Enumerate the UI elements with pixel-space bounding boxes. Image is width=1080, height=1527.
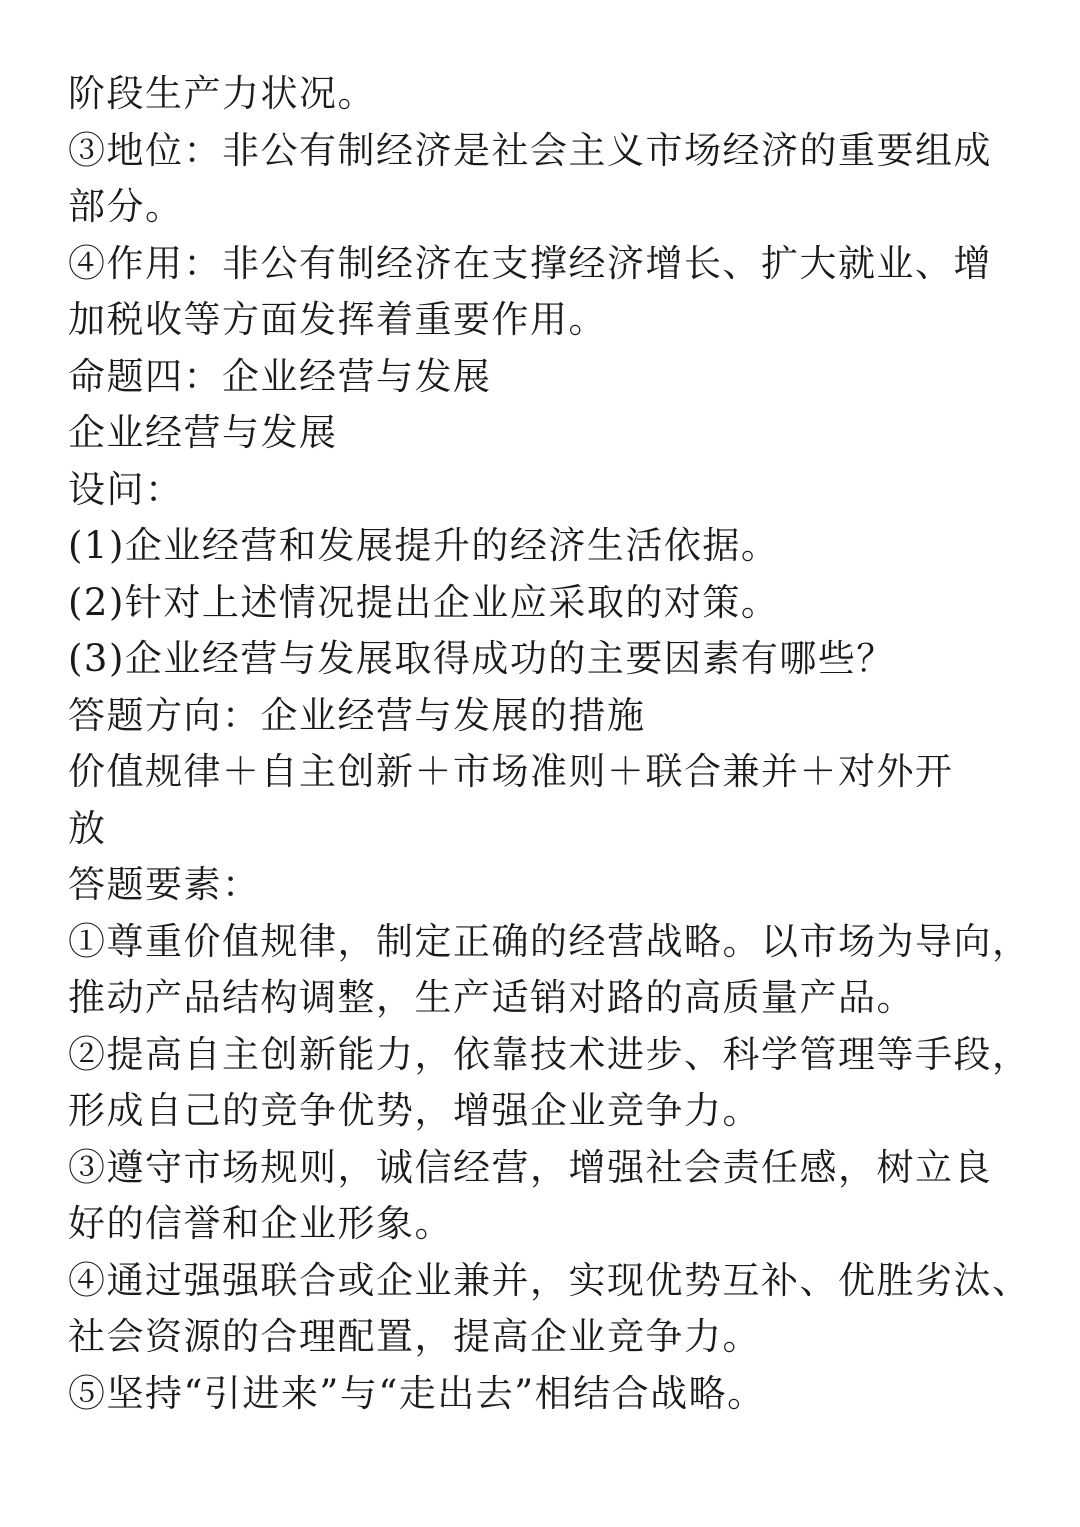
text-line: 价值规律＋自主创新＋市场准则＋联合兼并＋对外开 — [68, 750, 954, 793]
text-line: 形成自己的竞争优势，增强企业竞争力。 — [68, 1089, 761, 1132]
document-body — [68, 66, 1031, 1422]
question-label: 设问： — [68, 467, 184, 511]
text-line: 社会资源的合理配置，提高企业竞争力。 — [68, 1315, 761, 1358]
question-item: (2)针对上述情况提出企业应采取的对策。 — [68, 580, 780, 624]
text-line: 阶段生产力状况。 — [68, 72, 376, 115]
text-line: 加税收等方面发挥着重要作用。 — [68, 298, 607, 341]
answer-item: ②提高自主创新能力，依靠技术进步、科学管理等手段， — [68, 1032, 1031, 1076]
subsection-heading: 企业经营与发展 — [68, 411, 338, 454]
text-line: ③地位：非公有制经济是社会主义市场经济的重要组成 — [68, 128, 992, 172]
section-heading: 命题四：企业经营与发展 — [68, 354, 492, 398]
text-line: 好的信誉和企业形象。 — [68, 1202, 453, 1245]
text-line: 部分。 — [68, 185, 184, 228]
question-item: (3)企业经营与发展取得成功的主要因素有哪些？ — [68, 637, 895, 680]
answer-elements-label: 答题要素： — [68, 863, 261, 906]
question-item: (1)企业经营和发展提升的经济生活依据。 — [68, 524, 780, 567]
answer-item: ③遵守市场规则，诚信经营，增强社会责任感，树立良 — [68, 1145, 992, 1189]
text-line: ④作用：非公有制经济在支撑经济增长、扩大就业、增 — [68, 241, 992, 285]
answer-item: ④通过强强联合或企业兼并，实现优势互补、优胜劣汰、 — [68, 1258, 1031, 1302]
text-line: 推动产品结构调整，生产适销对路的高质量产品。 — [68, 976, 915, 1019]
answer-direction: 答题方向：企业经营与发展的措施 — [68, 693, 646, 737]
answer-item: ①尊重价值规律，制定正确的经营战略。以市场为导向， — [68, 919, 1031, 963]
answer-item: ⑤坚持“引进来”与“走出去”相结合战略。 — [68, 1371, 766, 1415]
text-line: 放 — [68, 806, 107, 850]
